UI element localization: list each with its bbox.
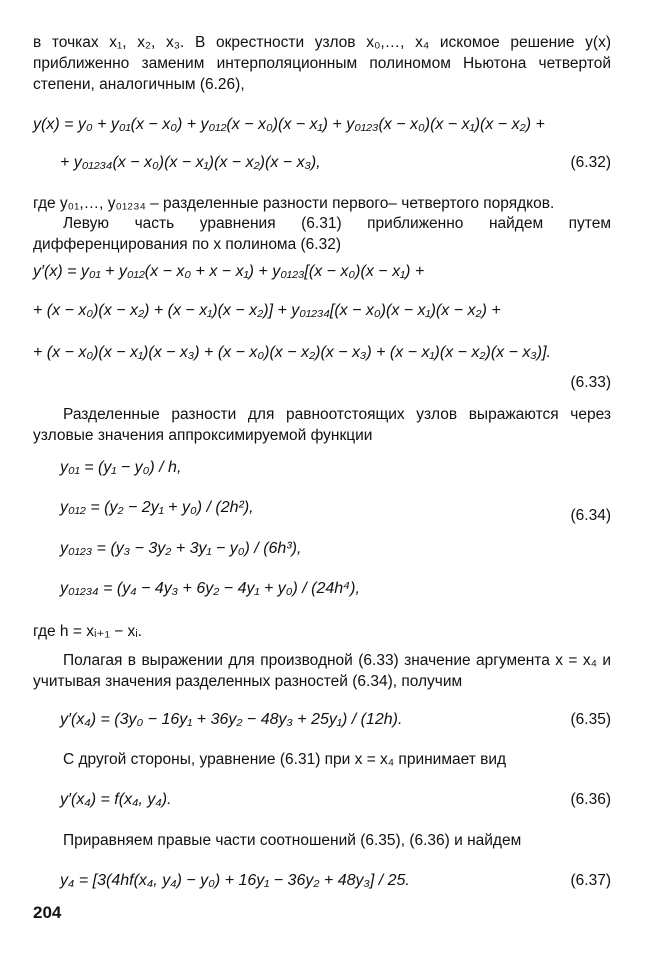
equation-6-37-number: (6.37) (570, 872, 611, 889)
equation-6-34-b: y₀₁₂ = (y₂ − 2y₁ + y₀) / (2h²), (60, 499, 254, 516)
equation-6-34-d: y₀₁₂₃₄ = (y₄ − 4y₃ + 6y₂ − 4y₁ + y₀) / (24h⁴), (60, 580, 360, 597)
equation-6-34-c: y₀₁₂₃ = (y₃ − 3y₂ + 3y₁ − y₀) / (6h³), (60, 540, 302, 557)
equation-6-32-number: (6.32) (570, 154, 611, 171)
paragraph-other-side: С другой стороны, уравнение (6.31) при x = x₄ принимает вид (63, 751, 507, 768)
page-number: 204 (33, 903, 62, 922)
paragraph-intro: в точках x₁, x₂, x₃. В окрестности узлов x₀,…, x₄ искомое решение y(x) приближенно заменим интерполяционным полиномом Ньютона четвертой степени, аналогичным (6.26), (33, 34, 611, 93)
paragraph-equidistant-nodes: Разделенные разности для равноотстоящих узлов выражаются через узловые значения аппроксимируемой функции (33, 406, 611, 444)
equation-6-37-formula: y₄ = [3(4hf(x₄, y₄) − y₀) + 16y₁ − 36y₂ + 48y₃] / 25. (60, 872, 410, 889)
equation-6-33-formula-3: + (x − x₀)(x − x₁)(x − x₃) + (x − x₀)(x − x₂)(x − x₃) + (x − x₁)(x − x₂)(x − x₃)]. (33, 344, 551, 361)
equation-6-35 (60, 709, 611, 731)
equation-6-34-a: y₀₁ = (y₁ − y₀) / h, (60, 459, 182, 476)
equation-6-33-line-1 (33, 261, 611, 283)
equation-6-36-number: (6.36) (570, 791, 611, 808)
paragraph-step-definition: где h = xᵢ₊₁ − xᵢ. (33, 623, 142, 640)
paragraph-equate: Приравняем правые части соотношений (6.35), (6.36) и найдем (63, 832, 522, 849)
equation-6-35-formula: y′(x₄) = (3y₀ − 16y₁ + 36y₂ − 48y₃ + 25y₁) / (12h). (60, 711, 403, 728)
equation-6-37 (60, 870, 611, 892)
paragraph-divided-differences: где y₀₁,…, y₀₁₂₃₄ – разделенные разности первого– четвертого порядков. (33, 195, 555, 212)
equation-6-36 (60, 789, 611, 811)
equation-6-32-line-1 (33, 114, 611, 136)
equation-6-33-formula-1: y′(x) = y₀₁ + y₀₁₂(x − x₀ + x − x₁) + y₀₁₂₃[(x − x₀)(x − x₁) + (33, 263, 425, 280)
equation-6-33-line-3 (33, 342, 611, 364)
paragraph-differentiation: Левую часть уравнения (6.31) приближенно найдем путем дифференцирования по x полинома (6.32) (33, 215, 611, 253)
equation-6-34-number: (6.34) (570, 507, 611, 524)
equation-6-32-formula-2: + y₀₁₂₃₄(x − x₀)(x − x₁)(x − x₂)(x − x₃), (60, 154, 321, 171)
equation-6-33-line-2 (33, 300, 611, 322)
equation-6-35-number: (6.35) (570, 711, 611, 728)
equation-6-33-number: (6.33) (570, 374, 611, 391)
paragraph-substitution: Полагая в выражении для производной (6.33) значение аргумента x = x₄ и учитывая значения разделенных разностей (6.34), получим (33, 652, 611, 690)
equation-6-32-line-2 (60, 152, 611, 174)
equation-6-32-formula-1: y(x) = y₀ + y₀₁(x − x₀) + y₀₁₂(x − x₀)(x − x₁) + y₀₁₂₃(x − x₀)(x − x₁)(x − x₂) + (33, 116, 545, 133)
equation-6-33-formula-2: + (x − x₀)(x − x₂) + (x − x₁)(x − x₂)] + y₀₁₂₃₄[(x − x₀)(x − x₁)(x − x₂) + (33, 302, 501, 319)
equation-6-36-formula: y′(x₄) = f(x₄, y₄). (60, 791, 172, 808)
